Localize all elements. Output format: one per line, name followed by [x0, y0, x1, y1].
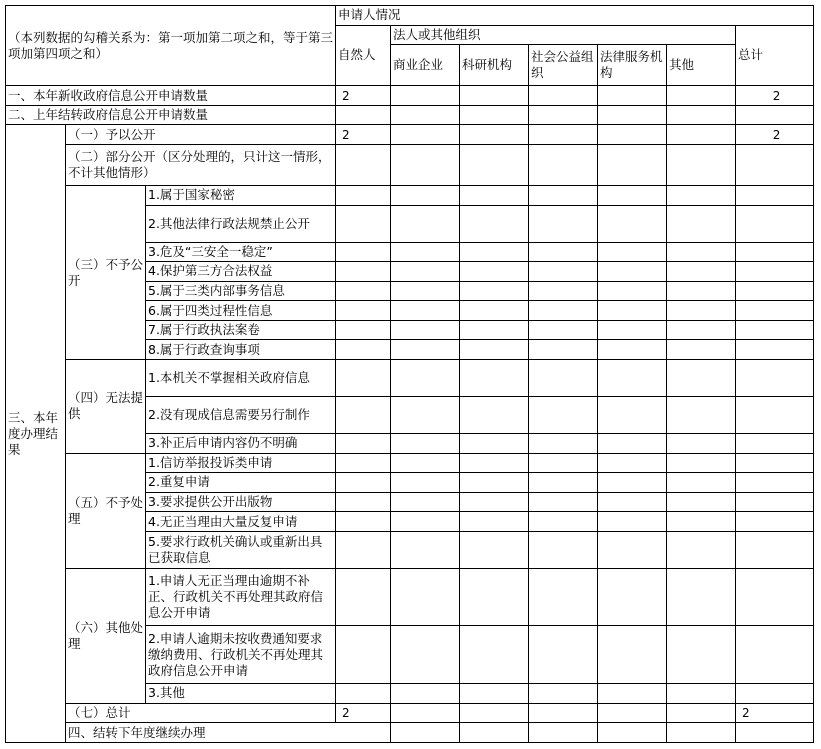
cell: [598, 186, 667, 206]
cell: [667, 340, 736, 360]
cell: [667, 473, 736, 493]
cell: [460, 512, 529, 532]
header-natural-person: 自然人: [336, 25, 391, 86]
cell: [736, 531, 814, 568]
cell: [391, 205, 460, 242]
cell: [336, 626, 391, 684]
cell: [529, 242, 598, 262]
cell: [460, 262, 529, 282]
item-label: 2.重复申请: [146, 473, 336, 493]
item-label: 3.补正后申请内容仍不明确: [146, 434, 336, 454]
cell: [460, 86, 529, 106]
cell-natural: 2: [336, 703, 391, 723]
cell: [598, 492, 667, 512]
cell: [460, 301, 529, 321]
cell: [598, 320, 667, 340]
item-label: 2.其他法律行政法规禁止公开: [146, 205, 336, 242]
cell: [391, 626, 460, 684]
group-cannot-provide: （四）无法提供: [66, 359, 146, 453]
row-carryover-applications: 二、上年结转政府信息公开申请数量: [6, 105, 336, 125]
cell: [667, 512, 736, 532]
cell: [736, 340, 814, 360]
cell: [336, 320, 391, 340]
cell: [336, 144, 391, 185]
row-sum: （七）总计: [66, 703, 336, 723]
cell: [529, 186, 598, 206]
cell: [529, 205, 598, 242]
gov-info-disclosure-table: [5, 5, 814, 743]
cell: [529, 359, 598, 396]
cell: [460, 434, 529, 454]
item-label: 7.属于行政执法案卷: [146, 320, 336, 340]
cell: [391, 340, 460, 360]
cell: [598, 144, 667, 185]
cell: [460, 340, 529, 360]
cell: [391, 320, 460, 340]
cell: [667, 434, 736, 454]
cell: [391, 301, 460, 321]
cell: [598, 453, 667, 473]
group-not-disclose: （三）不予公开: [66, 186, 146, 360]
cell: [667, 281, 736, 301]
cell: [391, 492, 460, 512]
row-disclose: （一）予以公开: [66, 125, 336, 145]
cell: [391, 281, 460, 301]
cell: [667, 301, 736, 321]
cell: [336, 434, 391, 454]
cell: [529, 320, 598, 340]
cell: [336, 301, 391, 321]
cell: [667, 359, 736, 396]
cell: [460, 568, 529, 626]
cell: [336, 340, 391, 360]
cell: [336, 281, 391, 301]
cell: [598, 86, 667, 106]
cell: [391, 262, 460, 282]
cell: [336, 186, 391, 206]
cell: [460, 492, 529, 512]
cell: [598, 125, 667, 145]
cell: [736, 512, 814, 532]
cell: [667, 86, 736, 106]
cell: [336, 568, 391, 626]
cell: [336, 684, 391, 704]
cell: [736, 626, 814, 684]
cell: [736, 186, 814, 206]
item-label: 8.属于行政查询事项: [146, 340, 336, 360]
cell: [336, 492, 391, 512]
cell: [529, 281, 598, 301]
cell: [736, 144, 814, 185]
cell: [460, 125, 529, 145]
cell: [667, 703, 736, 723]
cell: [391, 723, 460, 743]
item-label: 5.要求行政机关确认或重新出具已获取信息: [146, 531, 336, 568]
cell-total: 2: [736, 703, 814, 723]
cell: [529, 105, 598, 125]
cell: [391, 453, 460, 473]
cell: [336, 473, 391, 493]
cell: [598, 473, 667, 493]
cell: [529, 125, 598, 145]
item-label: 5.属于三类内部事务信息: [146, 281, 336, 301]
cell: [529, 144, 598, 185]
cell: [598, 262, 667, 282]
cell: [667, 531, 736, 568]
cell: [529, 568, 598, 626]
cell: [529, 492, 598, 512]
item-label: 3.要求提供公开出版物: [146, 492, 336, 512]
cell: [336, 262, 391, 282]
cell: [736, 281, 814, 301]
cell: [529, 262, 598, 282]
cell: [529, 473, 598, 493]
cell: [736, 684, 814, 704]
cell: [598, 703, 667, 723]
cell: [336, 531, 391, 568]
cell: [460, 144, 529, 185]
cell: [391, 568, 460, 626]
cell: [336, 453, 391, 473]
cell: [391, 684, 460, 704]
cell: [529, 703, 598, 723]
cell: [736, 320, 814, 340]
cell: [667, 242, 736, 262]
cell: [336, 359, 391, 396]
cell: [598, 340, 667, 360]
cell: [598, 301, 667, 321]
cell: [391, 186, 460, 206]
group-not-handle: （五）不予处理: [66, 453, 146, 568]
cell: [336, 105, 391, 125]
cell: [667, 397, 736, 434]
row-carry-forward: 四、结转下年度继续办理: [66, 723, 391, 743]
cell: [391, 125, 460, 145]
group-other-handle: （六）其他处理: [66, 568, 146, 703]
header-total: 总计: [736, 25, 814, 86]
cell: [529, 86, 598, 106]
cell: [667, 262, 736, 282]
cell: [736, 568, 814, 626]
cell: [391, 434, 460, 454]
cell: [598, 105, 667, 125]
header-legal-service: 法律服务机构: [598, 45, 667, 86]
cell: [598, 397, 667, 434]
cell: [460, 320, 529, 340]
cell: [529, 397, 598, 434]
cell: [598, 531, 667, 568]
cell: [736, 359, 814, 396]
cell-total: 2: [736, 125, 814, 145]
cell: [336, 242, 391, 262]
cell: [460, 359, 529, 396]
cell: [667, 125, 736, 145]
cell: [736, 473, 814, 493]
header-note: （本列数据的勾稽关系为：第一项加第二项之和，等于第三项加第四项之和）: [6, 6, 336, 86]
cell: [460, 703, 529, 723]
cell: [598, 684, 667, 704]
cell: [336, 512, 391, 532]
cell: [460, 531, 529, 568]
cell: [598, 568, 667, 626]
cell: [391, 242, 460, 262]
cell: [460, 281, 529, 301]
item-label: 4.保护第三方合法权益: [146, 262, 336, 282]
cell: [529, 301, 598, 321]
cell: [460, 626, 529, 684]
cell: [529, 340, 598, 360]
cell-total: 2: [736, 86, 814, 106]
section-3-label: 三、本年度办理结果: [6, 125, 66, 743]
item-label: 3.其他: [146, 684, 336, 704]
cell: [391, 105, 460, 125]
cell: [391, 473, 460, 493]
cell: [391, 144, 460, 185]
header-commercial: 商业企业: [391, 45, 460, 86]
cell: [529, 626, 598, 684]
row-partial-disclose: （二）部分公开（区分处理的，只计这一情形，不计其他情形）: [66, 144, 336, 185]
cell: [391, 359, 460, 396]
cell: [736, 242, 814, 262]
row-new-applications: 一、本年新收政府信息公开申请数量: [6, 86, 336, 106]
header-legal-entity: 法人或其他组织: [391, 25, 736, 45]
header-other: 其他: [667, 45, 736, 86]
cell: [460, 186, 529, 206]
item-label: 1.属于国家秘密: [146, 186, 336, 206]
cell: [736, 205, 814, 242]
item-label: 2.没有现成信息需要另行制作: [146, 397, 336, 434]
cell: [336, 397, 391, 434]
cell: [336, 205, 391, 242]
cell: [598, 723, 667, 743]
header-research: 科研机构: [460, 45, 529, 86]
cell: [667, 626, 736, 684]
cell: [598, 434, 667, 454]
cell: [736, 723, 814, 743]
cell: [667, 144, 736, 185]
cell: [460, 684, 529, 704]
cell: [736, 262, 814, 282]
cell: [460, 473, 529, 493]
cell: [529, 434, 598, 454]
item-label: 6.属于四类过程性信息: [146, 301, 336, 321]
cell: [391, 703, 460, 723]
cell: [667, 492, 736, 512]
cell: [736, 453, 814, 473]
cell: [667, 684, 736, 704]
header-social: 社会公益组织: [529, 45, 598, 86]
cell: [598, 512, 667, 532]
cell: [598, 281, 667, 301]
cell: [529, 512, 598, 532]
cell: [598, 242, 667, 262]
cell: [667, 105, 736, 125]
item-label: 4.无正当理由大量反复申请: [146, 512, 336, 532]
cell: [667, 723, 736, 743]
cell: [736, 105, 814, 125]
cell: [667, 568, 736, 626]
cell: [667, 186, 736, 206]
cell: [460, 205, 529, 242]
item-label: 3.危及“三安全一稳定”: [146, 242, 336, 262]
item-label: 2.申请人逾期未按收费通知要求缴纳费用、行政机关不再处理其政府信息公开申请: [146, 626, 336, 684]
cell: [736, 301, 814, 321]
cell: [460, 453, 529, 473]
cell: [736, 397, 814, 434]
cell: [391, 531, 460, 568]
cell: [460, 723, 529, 743]
cell: [529, 723, 598, 743]
cell: [598, 205, 667, 242]
cell: [667, 453, 736, 473]
cell: [736, 492, 814, 512]
cell: [460, 105, 529, 125]
item-label: 1.信访举报投诉类申请: [146, 453, 336, 473]
header-applicant: 申请人情况: [336, 6, 814, 26]
cell: [529, 531, 598, 568]
cell: [667, 205, 736, 242]
cell: [529, 684, 598, 704]
cell-natural: 2: [336, 86, 391, 106]
item-label: 1.本机关不掌握相关政府信息: [146, 359, 336, 396]
cell: [667, 320, 736, 340]
cell: [736, 434, 814, 454]
cell: [391, 397, 460, 434]
cell: [529, 453, 598, 473]
cell: [460, 242, 529, 262]
cell: [598, 359, 667, 396]
cell: [460, 397, 529, 434]
cell: [391, 86, 460, 106]
item-label: 1.申请人无正当理由逾期不补正、行政机关不再处理其政府信息公开申请: [146, 568, 336, 626]
cell-natural: 2: [336, 125, 391, 145]
cell: [391, 512, 460, 532]
cell: [598, 626, 667, 684]
